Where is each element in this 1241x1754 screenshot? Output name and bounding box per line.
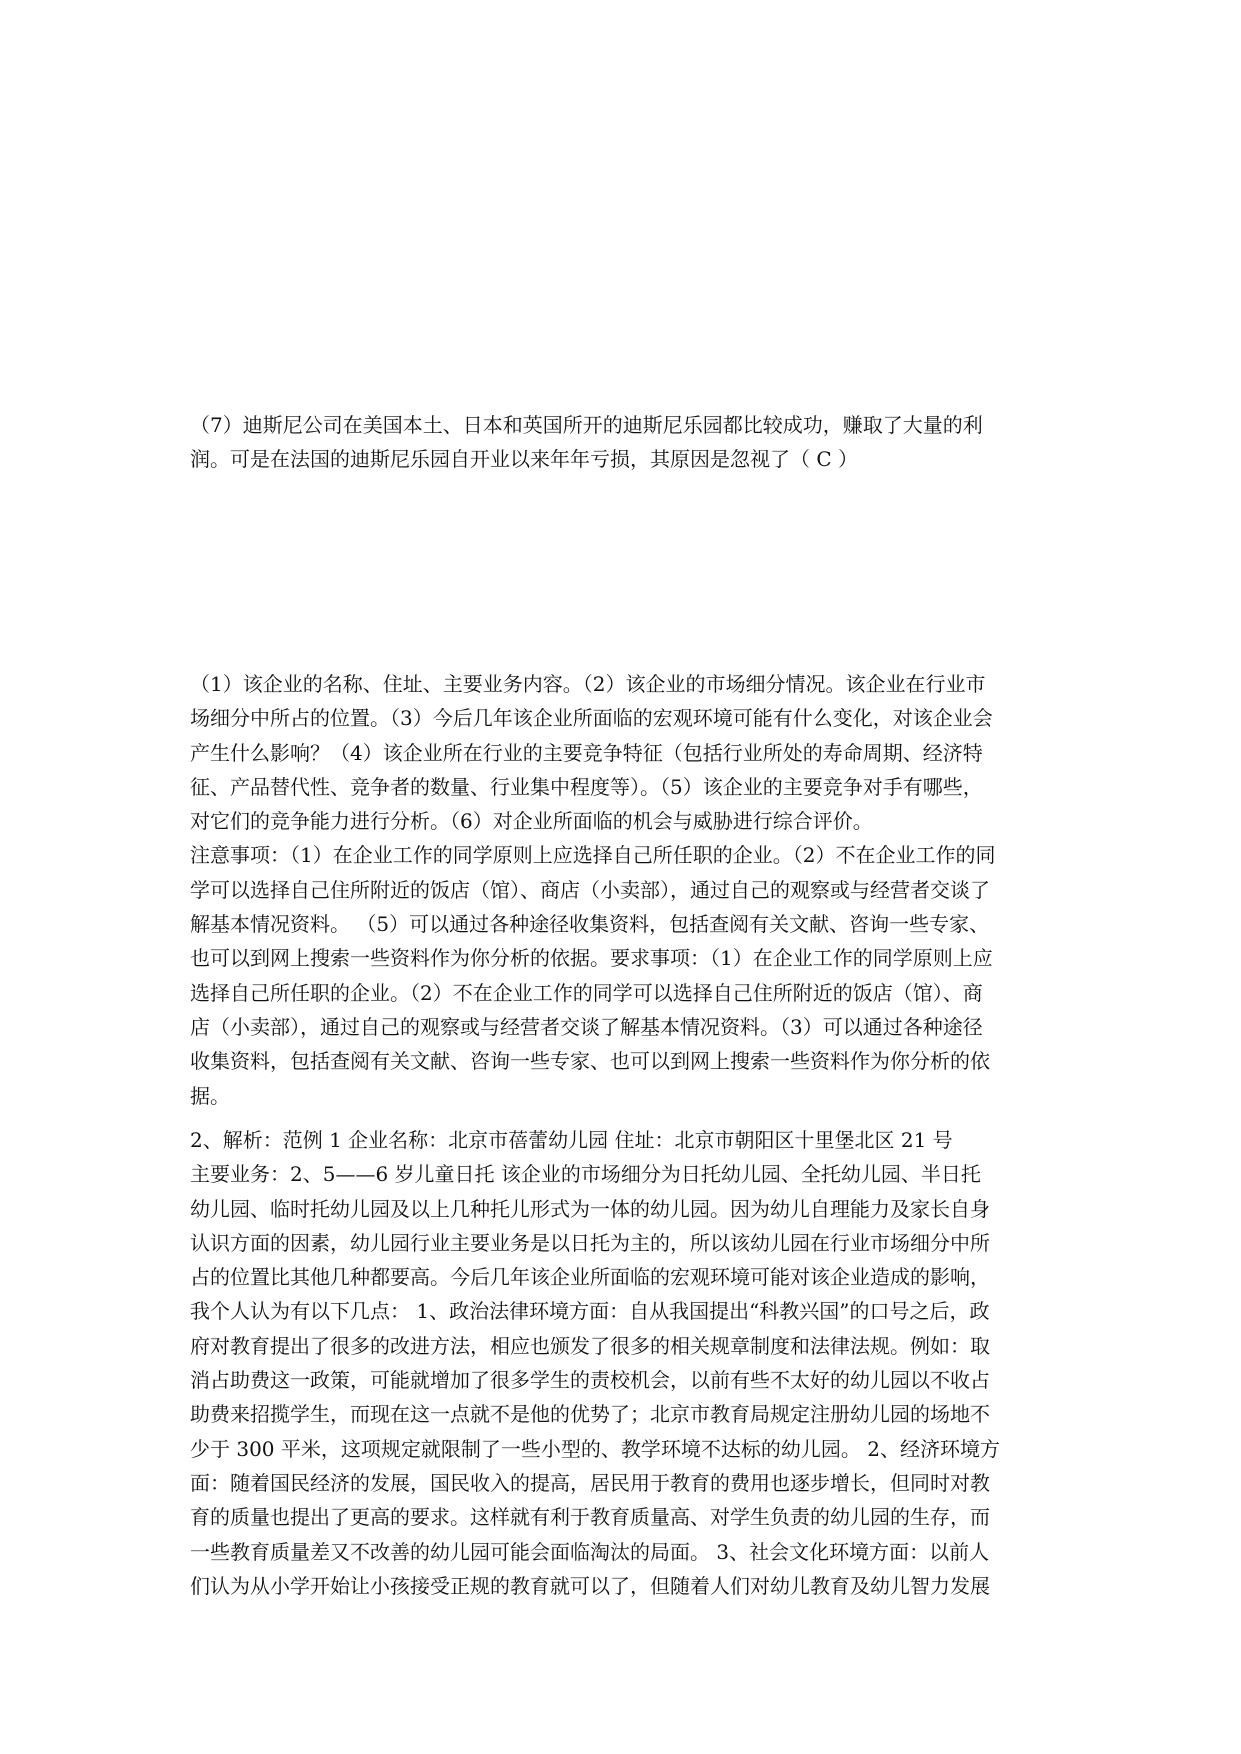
text-line: 征、产品替代性、竞争者的数量、行业集中程度等）。（5）该企业的主要竞争对手有哪些，: [190, 774, 983, 799]
text-line: 2、解析：范例 1 企业名称：北京市蓓蕾幼儿园 住址：北京市朝阳区十里堡北区 21 号: [190, 1128, 953, 1152]
text-line: （1）该企业的名称、住址、主要业务内容。（2）该企业的市场细分情况。该企业在行业市: [190, 672, 986, 696]
requirements-paragraph: [190, 667, 1054, 1113]
text-line: 产生什么影响？（4）该企业所在行业的主要竞争特征（包括行业所处的寿命周期、经济特: [190, 740, 983, 765]
text-line: 认识方面的因素，幼儿园行业主要业务是以日托为主的，所以该幼儿园在行业市场细分中所: [190, 1230, 990, 1255]
text-line: 对它们的竞争能力进行分析。（6）对企业所面临的机会与威胁进行综合评价。: [190, 809, 873, 834]
text-line: 场细分中所占的位置。（3）今后几年该企业所面临的宏观环境可能有什么变化，对该企业会: [190, 706, 993, 731]
text-line: 据。: [190, 1083, 230, 1108]
text-line: 占的位置比其他几种都要高。今后几年该企业所面临的宏观环境可能对该企业造成的影响，: [190, 1265, 990, 1290]
text-line: 店（小卖部），通过自己的观察或与经营者交谈了解基本情况资料。（3）可以通过各种途径: [190, 1014, 983, 1039]
text-line: 收集资料，包括查阅有关文献、咨询一些专家、也可以到网上搜索一些资料作为你分析的依: [190, 1049, 990, 1074]
text-line: （7）迪斯尼公司在美国本土、日本和英国所开的迪斯尼乐园都比较成功，赚取了大量的利: [190, 413, 983, 437]
text-line: 府对教育提出了很多的改进方法，相应也颁发了很多的相关规章制度和法律法规。例如：取: [190, 1333, 990, 1358]
text-line: 选择自己所任职的企业。（2）不在企业工作的同学可以选择自己住所附近的饭店（馆）、商: [190, 980, 983, 1005]
text-line: 主要业务：2、5——6 岁儿童日托 该企业的市场细分为日托幼儿园、全托幼儿园、半日托: [190, 1162, 981, 1187]
text-line: 消占助费这一政策，可能就增加了很多学生的责校机会，以前有些不太好的幼儿园以不收占: [190, 1368, 990, 1393]
text-line: 助费来招揽学生，而现在这一点就不是他的优势了；北京市教育局规定注册幼儿园的场地不: [190, 1402, 990, 1427]
text-line: 也可以到网上搜索一些资料作为你分析的依据。要求事项：（1）在企业工作的同学原则上应: [190, 946, 993, 971]
text-line: 解基本情况资料。 （5）可以通过各种途径收集资料，包括查阅有关文献、咨询一些专家、: [190, 912, 990, 937]
text-line: 少于 300 平米，这项规定就限制了一些小型的、教学环境不达标的幼儿园。 2、经济环境方: [190, 1436, 1000, 1461]
text-line: 幼儿园、临时托幼儿园及以上几种托儿形式为一体的幼儿园。因为幼儿自理能力及家长自身: [190, 1196, 990, 1221]
text-line: 们认为从小学开始让小孩接受正规的教育就可以了，但随着人们对幼儿教育及幼儿智力发展: [190, 1573, 990, 1598]
text-line: 我个人认为有以下几点： 1、政治法律环境方面：自从我国提出“科教兴国”的口号之后，政: [190, 1299, 990, 1324]
answer-paragraph: [190, 1123, 1054, 1603]
text-line: 润。可是在法国的迪斯尼乐园自开业以来年年亏损，其原因是忽视了（ C ）: [190, 447, 859, 472]
question-7-paragraph: [190, 408, 1054, 477]
text-line: 育的质量也提出了更高的要求。这样就有利于教育质量高、对学生负责的幼儿园的生存，而: [190, 1505, 990, 1530]
text-line: 注意事项：（1）在企业工作的同学原则上应选择自己所任职的企业。（2）不在企业工作的同: [190, 843, 996, 868]
text-line: 学可以选择自己住所附近的饭店（馆）、商店（小卖部），通过自己的观察或与经营者交谈了: [190, 877, 990, 902]
text-line: 一些教育质量差又不改善的幼儿园可能会面临淘汰的局面。 3、社会文化环境方面：以前人: [190, 1539, 990, 1564]
text-line: 面：随着国民经济的发展，国民收入的提高，居民用于教育的费用也逐步增长，但同时对教: [190, 1470, 990, 1495]
